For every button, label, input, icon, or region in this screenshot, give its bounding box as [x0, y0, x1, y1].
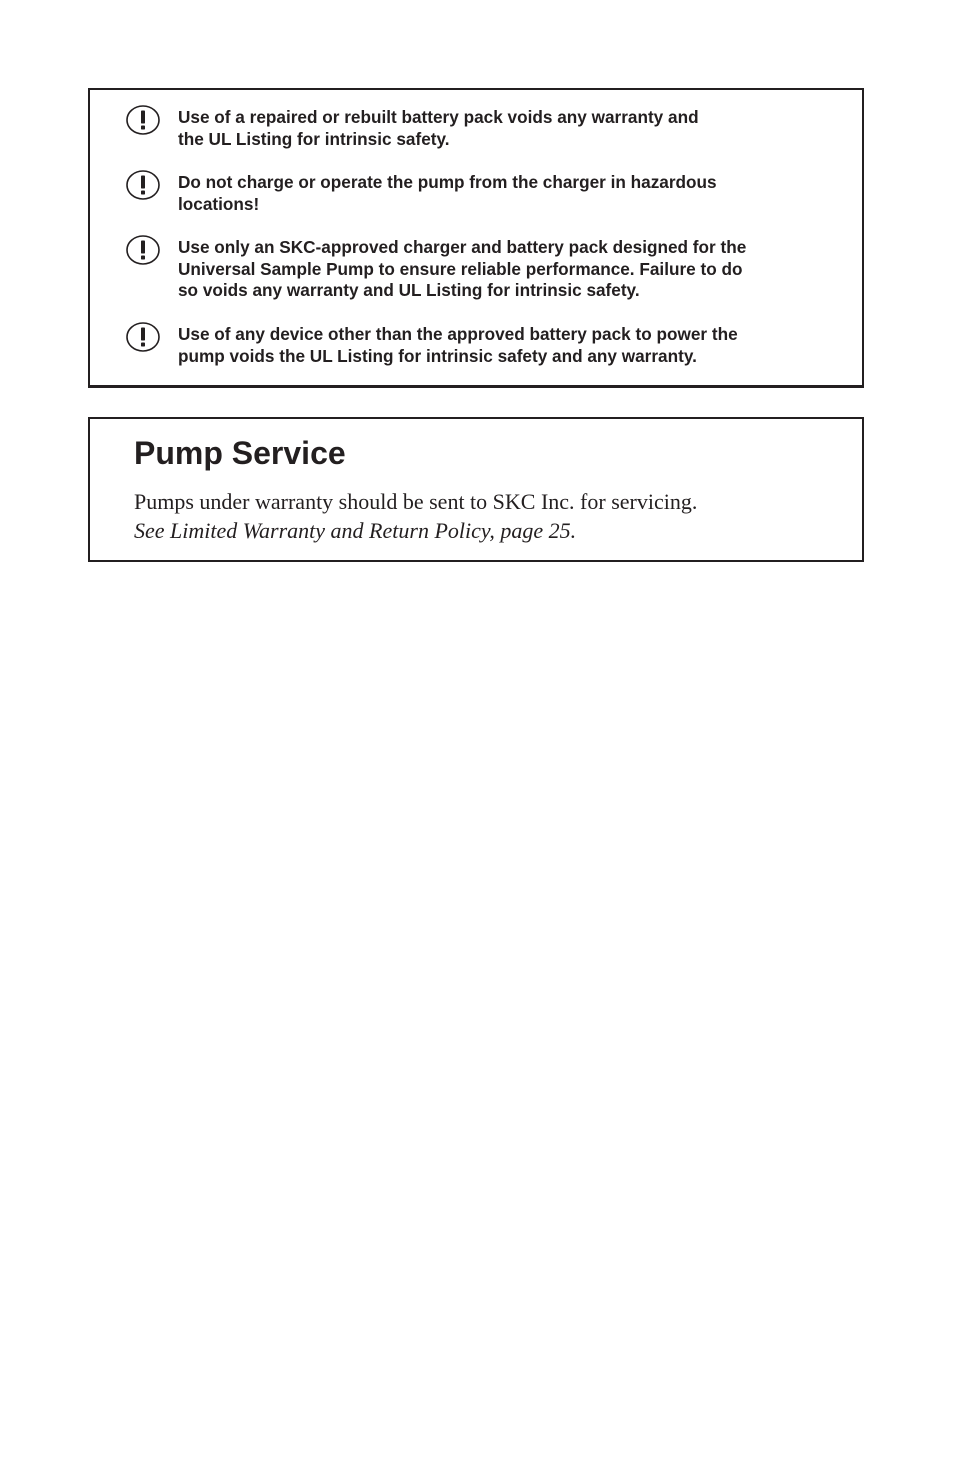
warning-text: Use of any device other than the approved battery pack to power the pump voids the UL Listing for intrinsic safety and any warranty.: [178, 324, 738, 366]
exclamation-icon: [126, 322, 160, 352]
service-body-text: Pumps under warranty should be sent to SKC Inc. for servicing.: [134, 489, 698, 514]
warning-text: Do not charge or operate the pump from the charger in hazardous locations!: [178, 172, 717, 214]
warning-text: Use only an SKC-approved charger and battery pack designed for the Universal Sample Pump to ensure reliable performance. Failure to do so voids any warranty and UL Listing for intrinsic safety.: [178, 237, 747, 301]
warranty-reference: See Limited Warranty and Return Policy, page 25.: [134, 518, 577, 543]
exclamation-icon: [126, 235, 160, 265]
pump-service-box: [88, 417, 864, 562]
exclamation-icon: [126, 170, 160, 200]
exclamation-icon: [126, 105, 160, 135]
warning-text: Use of a repaired or rebuilt battery pack voids any warranty and the UL Listing for intrinsic safety.: [178, 107, 699, 149]
section-title: Pump Service: [134, 435, 346, 471]
warning-box: [88, 88, 864, 388]
